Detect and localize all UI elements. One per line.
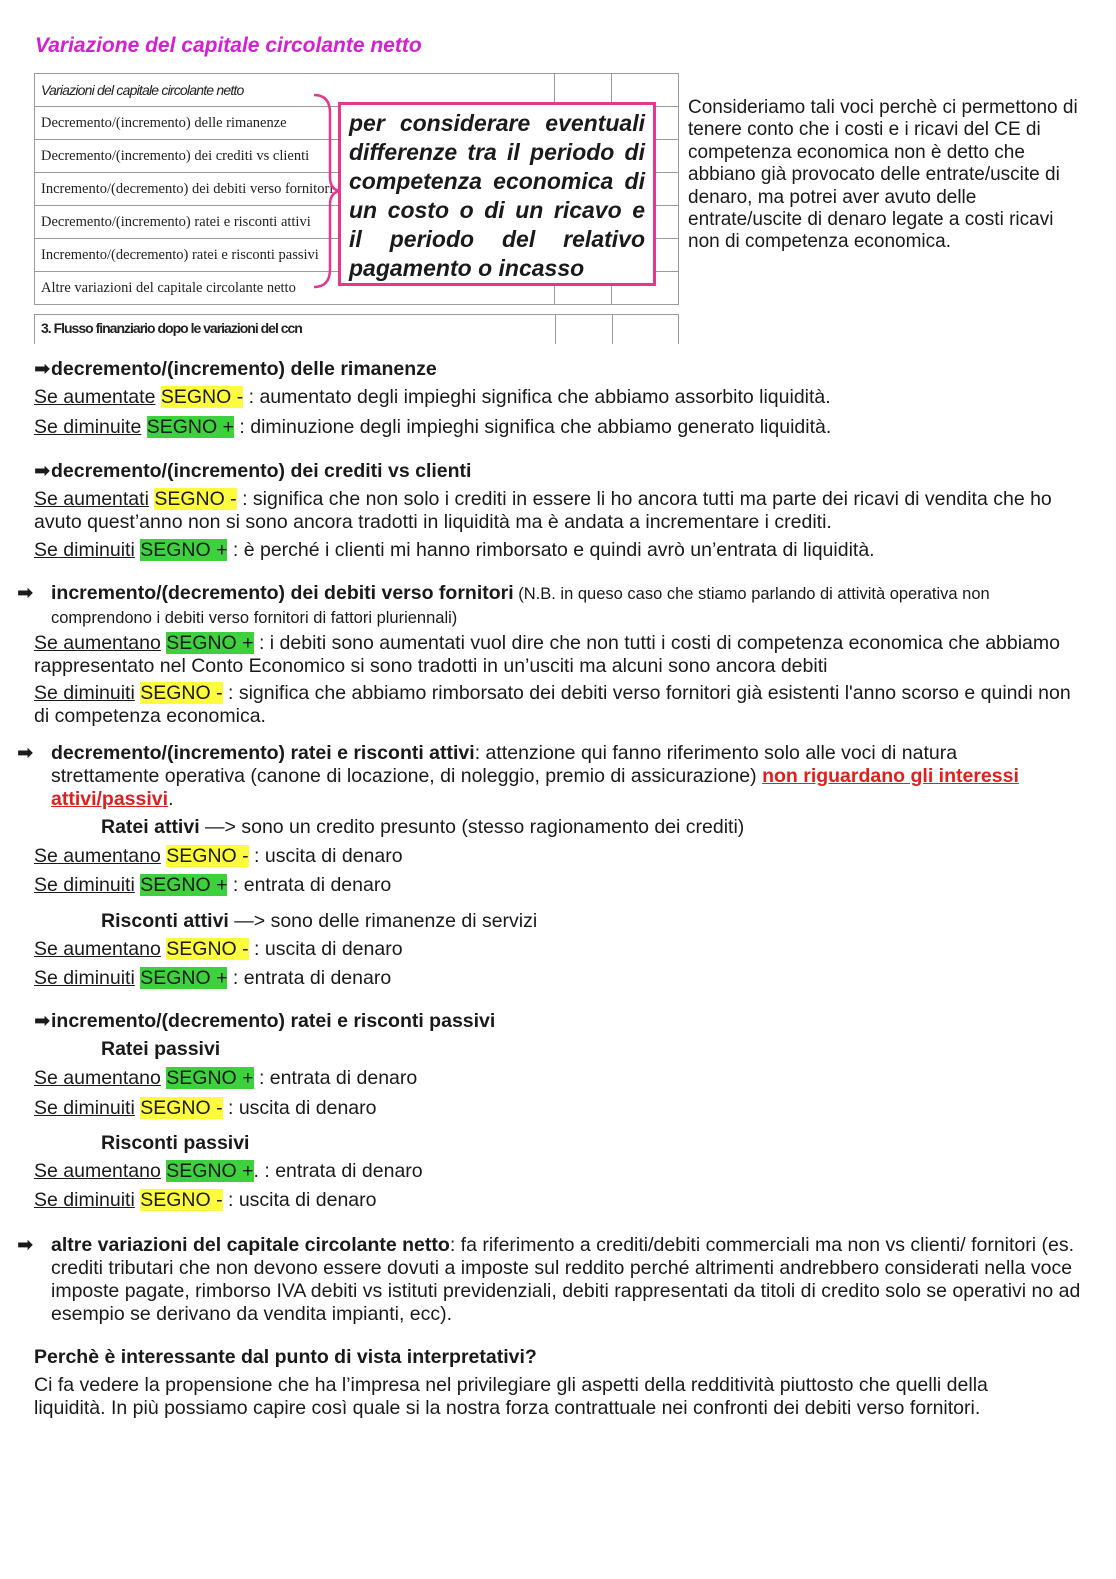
section-heading: ➡incremento/(decremento) ratei e risconti passivi [34, 1010, 496, 1032]
total-row-label: 3. Flusso finanziario dopo le variazioni del ccn [35, 315, 556, 344]
callout-line: differenze tra il periodo di [349, 139, 645, 165]
rule-line: Se aumentano SEGNO +. : entrata di denaro [34, 1160, 423, 1182]
sign-badge: SEGNO - [166, 845, 249, 867]
sign-badge: SEGNO + [166, 1160, 254, 1182]
table-row-label: Decremento/(incremento) ratei e risconti attivi [35, 206, 555, 239]
callout-line: competenza economica di [349, 168, 645, 194]
sign-badge: SEGNO + [140, 874, 228, 896]
sign-badge: SEGNO + [166, 632, 254, 654]
table-row-label: Incremento/(decremento) dei debiti verso fornitori [35, 173, 555, 206]
table-row-label: Decremento/(incremento) delle rimanenze [35, 107, 555, 140]
arrow-bullet-icon: ➡ [17, 582, 34, 604]
closing-answer: Ci fa vedere la propensione che ha l’impresa nel privilegiare gli aspetti della redditività piuttosto che quelli della liquidità. In più possiamo capire così quale si la nostra forza contrattuale nei confronti dei debiti verso fornitori. [34, 1374, 988, 1419]
table-row-label: Decremento/(incremento) dei crediti vs clienti [35, 140, 555, 173]
rule-paragraph: Se aumentati SEGNO - : significa che non solo i crediti in essere li ho ancora tutti ma parte dei ricavi di vendita che ho avuto quest’anno non si sono ancora tradotti in liquidità ma è andata a incrementare i crediti. [34, 488, 1052, 533]
rule-line: Se aumentano SEGNO - : uscita di denaro [34, 938, 403, 960]
sign-badge: SEGNO - [140, 1097, 223, 1119]
callout-box [338, 102, 656, 286]
arrow-bullet-icon: ➡ [17, 1234, 34, 1256]
sign-badge: SEGNO + [140, 967, 228, 989]
arrow-bullet-icon: ➡ [34, 460, 51, 482]
section-heading: ➡decremento/(incremento) dei crediti vs clienti [34, 460, 472, 482]
callout-line: un costo o di un ricavo e [349, 197, 645, 223]
total-row [34, 314, 679, 344]
subheading: Risconti passivi [101, 1132, 250, 1154]
callout-line: pagamento o incasso [349, 255, 585, 281]
rule-line: Se aumentano SEGNO - : uscita di denaro [34, 845, 403, 867]
table-header-cell: Variazioni del capitale circolante netto [35, 74, 555, 107]
subheading: Ratei passivi [101, 1038, 221, 1060]
rule-line: Se diminuiti SEGNO + : entrata di denaro [34, 967, 392, 989]
callout-line: il periodo del relativo [349, 226, 645, 252]
sign-badge: SEGNO + [146, 416, 234, 438]
rule-line: Se diminuiti SEGNO - : uscita di denaro [34, 1189, 377, 1211]
arrow-bullet-icon: ➡ [17, 742, 34, 764]
sign-badge: SEGNO + [166, 1067, 254, 1089]
section-heading: ➡ altre variazioni del capitale circolante netto: fa riferimento a crediti/debiti commerciali ma non vs clienti/ fornitori (es. crediti tributari che non devono essere dovuti a imposte sul reddito perché altrimenti andrebbero considerati nella voce imposte pagate, rimborso IVA debiti vs istituti previdenziali, debiti rappresentati da titoli di credito solo se operativi no ad esempio se derivano da vendita impianti, ecc). [17, 1234, 1081, 1325]
section-heading: ➡ incremento/(decremento) dei debiti verso fornitori (N.B. in queso caso che stiamo parlando di attività operativa non comprendono i debiti verso fornitori di fattori pluriennali) [17, 582, 990, 627]
callout-line: per considerare eventuali [349, 110, 645, 136]
sign-badge: SEGNO - [160, 386, 244, 408]
page-title: Variazione del capitale circolante netto [35, 34, 422, 57]
table-row-label: Incremento/(decremento) ratei e risconti passivi [35, 239, 555, 272]
rule-line: Se diminuite SEGNO + : diminuzione degli impieghi significa che abbiamo generato liquidità. [34, 416, 832, 438]
section-heading: ➡ decremento/(incremento) ratei e risconti attivi: attenzione qui fanno riferimento solo alle voci di natura strettamente operativa (canone di locazione, di noleggio, premio di assicurazione) non riguardano gli interessi attivi/passivi. [17, 742, 1019, 810]
rule-line: Se aumentate SEGNO - : aumentato degli impieghi significa che abbiamo assorbito liquidità. [34, 386, 831, 408]
sign-badge: SEGNO - [166, 938, 249, 960]
sign-badge: SEGNO - [140, 1189, 223, 1211]
side-note: Consideriamo tali voci perchè ci permettono di tenere conto che i costi e i ricavi del CE di competenza economica non è detto che abbiano già provocato delle entrate/uscite di denaro, ma potrei aver avuto delle entrate/uscite di denaro legate a costi ricavi non di competenza economica. [688, 97, 1078, 253]
ccn-table-figure [34, 73, 682, 343]
sign-badge: SEGNO + [140, 539, 228, 561]
subheading: Ratei attivi —> sono un credito presunto (stesso ragionamento dei crediti) [101, 816, 745, 838]
sign-badge: SEGNO - [154, 488, 237, 510]
section-heading: ➡decremento/(incremento) delle rimanenze [34, 358, 437, 380]
arrow-bullet-icon: ➡ [34, 358, 51, 380]
rule-paragraph: Se aumentano SEGNO + : i debiti sono aumentati vuol dire che non tutti i costi di competenza economica che abbiamo rappresentato nel Conto Economico si sono tradotti in un’usciti ma alcuni sono ancora debiti [34, 632, 1060, 677]
sign-badge: SEGNO - [140, 682, 223, 704]
rule-line: Se diminuiti SEGNO + : entrata di denaro [34, 874, 392, 896]
closing-question: Perchè è interessante dal punto di vista interpretativi? [34, 1346, 537, 1368]
arrow-bullet-icon: ➡ [34, 1010, 51, 1032]
subheading: Risconti attivi —> sono delle rimanenze di servizi [101, 910, 538, 932]
rule-line: Se diminuiti SEGNO + : è perché i clienti mi hanno rimborsato e quindi avrò un’entrata di liquidità. [34, 539, 875, 561]
rule-paragraph: Se diminuiti SEGNO - : significa che abbiamo rimborsato dei debiti verso fornitori già esistenti l'anno scorso e quindi non di competenza economica. [34, 682, 1071, 727]
rule-line: Se diminuiti SEGNO - : uscita di denaro [34, 1097, 377, 1119]
table-row-label: Altre variazioni del capitale circolante netto [35, 272, 555, 305]
rule-line: Se aumentano SEGNO + : entrata di denaro [34, 1067, 418, 1089]
